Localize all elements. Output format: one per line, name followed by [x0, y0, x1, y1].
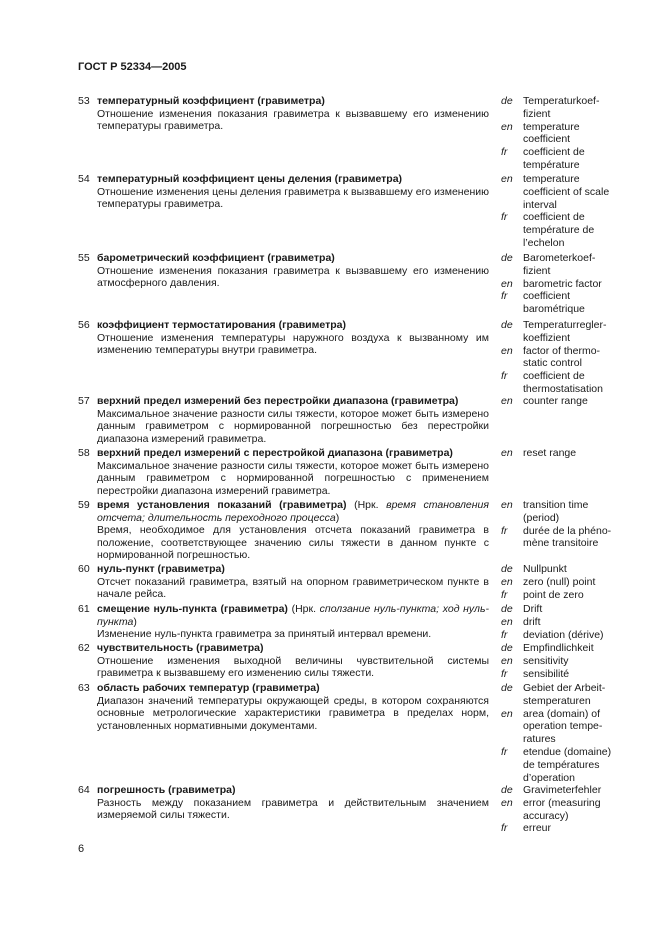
foreign-line — [501, 370, 631, 383]
term-name: температурный коэффициент (гравиметра) — [97, 95, 325, 107]
language-code: fr — [501, 524, 508, 537]
term-body — [97, 319, 489, 357]
language-code: en — [501, 173, 513, 185]
foreign-term: coefficient de — [523, 370, 585, 383]
foreign-line — [501, 733, 631, 746]
term-body — [97, 95, 489, 133]
foreign-line — [501, 224, 631, 237]
foreign-term: transition time — [523, 499, 589, 511]
language-code: de — [501, 319, 513, 331]
language-code: en — [501, 395, 513, 407]
foreign-line — [501, 525, 631, 538]
term-number: 58 — [78, 447, 90, 459]
foreign-line — [501, 746, 631, 759]
term-definition: Максимальное значение разности силы тяжести, которое может быть измерено данным гравиметром с нормированной погрешностью без перестройки диапазона измерений гравиметра. — [97, 407, 489, 445]
foreign-term: Temperaturkoef- — [523, 95, 600, 107]
foreign-line — [501, 211, 631, 224]
foreign-term: (period) — [523, 511, 560, 524]
foreign-line — [501, 121, 631, 134]
foreign-term: Drift — [523, 603, 543, 615]
language-code — [501, 512, 523, 525]
language-code: fr — [501, 822, 508, 835]
foreign-line — [501, 576, 631, 589]
foreign-line — [501, 616, 631, 629]
foreign-term: de températures — [523, 758, 600, 771]
foreign-line — [501, 199, 631, 212]
foreign-line — [501, 512, 631, 525]
foreign-equivalents — [501, 499, 631, 550]
foreign-term: Nullpunkt — [523, 563, 567, 575]
language-code — [501, 332, 523, 345]
foreign-line — [501, 537, 631, 550]
foreign-term: error (measuring — [523, 796, 601, 809]
language-code: en — [501, 615, 513, 628]
foreign-equivalents — [501, 319, 631, 396]
term-definition: Отношение изменения цены деления гравиметра к вызвавшему его изменению температуры гравиметра. — [97, 185, 489, 211]
foreign-term: thermostatisation — [523, 382, 603, 395]
term-heading — [97, 447, 489, 460]
language-code — [501, 133, 523, 146]
term-number: 62 — [78, 642, 90, 654]
foreign-line — [501, 303, 631, 316]
language-code — [501, 733, 523, 746]
term-definition: Максимальное значение разности силы тяжести, которое может быть измерено данным гравиметром с нормированной погрешностью с применением перестройки диапазона измерений гравиметра. — [97, 459, 489, 497]
foreign-equivalents — [501, 173, 631, 250]
document-header: ГОСТ Р 52334—2005 — [78, 61, 187, 73]
foreign-term: fizient — [523, 107, 551, 120]
term-heading — [97, 603, 489, 628]
term-heading — [97, 95, 489, 108]
foreign-term: koeffizient — [523, 331, 571, 344]
foreign-term: coefficient de — [523, 211, 585, 224]
term-heading — [97, 682, 489, 695]
foreign-term: deviation (dérive) — [523, 628, 604, 641]
language-code — [501, 357, 523, 370]
term-number: 63 — [78, 682, 90, 694]
term-body — [97, 642, 489, 680]
foreign-term: Gravimeterfehler — [523, 784, 602, 796]
foreign-equivalents — [501, 603, 631, 641]
foreign-term: area (domain) of — [523, 707, 601, 720]
term-body — [97, 395, 489, 445]
foreign-term: Temperaturregler- — [523, 319, 607, 331]
language-code — [501, 265, 523, 278]
language-code: fr — [501, 745, 508, 758]
term-name: область рабочих температур (гравиметра) — [97, 682, 320, 694]
language-code — [501, 237, 523, 250]
foreign-term: barométrique — [523, 303, 585, 316]
language-code: de — [501, 563, 513, 575]
language-code: de — [501, 603, 513, 615]
term-name: коэффициент термостатирования (гравиметра) — [97, 319, 346, 331]
foreign-line — [501, 655, 631, 668]
foreign-line — [501, 159, 631, 172]
foreign-equivalents — [501, 642, 631, 680]
foreign-term: coefficient — [523, 290, 571, 303]
term-heading — [97, 252, 489, 265]
foreign-line — [501, 332, 631, 345]
language-code: en — [501, 654, 513, 667]
language-code: fr — [501, 370, 508, 383]
foreign-line — [501, 173, 631, 186]
foreign-term: coefficient de — [523, 146, 585, 159]
foreign-line — [501, 319, 631, 332]
language-code — [501, 383, 523, 396]
foreign-term: interval — [523, 198, 557, 211]
term-body — [97, 173, 489, 211]
language-code: de — [501, 95, 513, 107]
term-heading — [97, 642, 489, 655]
foreign-term: durée de la phéno- — [523, 524, 612, 537]
language-code: de — [501, 784, 513, 796]
language-code — [501, 695, 523, 708]
foreign-term: mène transitoire — [523, 537, 599, 550]
term-heading — [97, 784, 489, 797]
language-code: de — [501, 682, 513, 694]
foreign-line — [501, 146, 631, 159]
language-code — [501, 537, 523, 550]
term-name: чувствительность (гравиметра) — [97, 642, 264, 654]
language-code: fr — [501, 588, 508, 601]
foreign-line — [501, 797, 631, 810]
foreign-term: counter range — [523, 395, 588, 407]
term-number: 60 — [78, 563, 90, 575]
language-code — [501, 199, 523, 212]
term-name: время установления показаний (гравиметра) — [97, 499, 347, 511]
language-code: de — [501, 642, 513, 654]
term-definition: Изменение нуль-пункта гравиметра за принятый интервал времени. — [97, 628, 432, 641]
term-definition: Отсчет показаний гравиметра, взятый на опорном гравиметрическом пункте в начале рейса. — [97, 575, 489, 601]
page-number: 6 — [78, 843, 85, 855]
language-code: en — [501, 796, 513, 809]
foreign-line — [501, 133, 631, 146]
foreign-line — [501, 447, 631, 460]
term-body — [97, 682, 489, 732]
language-code — [501, 810, 523, 823]
language-code: en — [501, 499, 513, 511]
language-code — [501, 108, 523, 121]
language-code: en — [501, 707, 513, 720]
foreign-line — [501, 822, 631, 835]
foreign-term: température — [523, 158, 580, 171]
term-heading — [97, 173, 489, 186]
language-code — [501, 224, 523, 237]
foreign-line — [501, 186, 631, 199]
term-definition: Диапазон значений температуры окружающей среды, в котором сохраняются основные метрологические характеристики гравиметра в пределах норм, установленных нормативными документами. — [97, 694, 489, 732]
foreign-term: Barometerkoef- — [523, 252, 596, 264]
language-code: fr — [501, 628, 508, 641]
foreign-term: point de zero — [523, 588, 584, 601]
foreign-line — [501, 810, 631, 823]
foreign-term: sensitivity — [523, 654, 569, 667]
foreign-term: reset range — [523, 447, 577, 459]
term-definition: Отношение изменения показания гравиметра к вызвавшему его изменению температуры гравиметра. — [97, 107, 489, 133]
foreign-term: ratures — [523, 733, 556, 746]
term-body — [97, 784, 489, 822]
term-name: смещение нуль-пункта (гравиметра) — [97, 603, 288, 615]
term-body — [97, 563, 489, 601]
foreign-term: d’operation — [523, 771, 575, 784]
term-name: нуль-пункт (гравиметра) — [97, 563, 225, 575]
foreign-line — [501, 95, 631, 108]
foreign-line — [501, 265, 631, 278]
foreign-line — [501, 563, 631, 576]
term-number: 54 — [78, 173, 90, 185]
foreign-equivalents — [501, 784, 631, 835]
language-code: en — [501, 575, 513, 588]
term-number: 61 — [78, 603, 90, 615]
foreign-line — [501, 784, 631, 797]
foreign-line — [501, 772, 631, 785]
foreign-line — [501, 345, 631, 358]
term-number: 59 — [78, 499, 90, 511]
foreign-line — [501, 589, 631, 602]
foreign-term: temperature — [523, 173, 580, 185]
foreign-line — [501, 629, 631, 642]
language-code: en — [501, 344, 513, 357]
term-definition: Время, необходимое для установления отсчета показаний гравиметра в положение, соответствующее значению силы тяжести в данном пункте с нормированной погрешностью. — [97, 524, 489, 562]
foreign-line — [501, 290, 631, 303]
term-number: 55 — [78, 252, 90, 264]
foreign-term: coefficient of scale — [523, 185, 610, 198]
foreign-term: etendue (domaine) — [523, 745, 612, 758]
language-code — [501, 186, 523, 199]
term-number: 53 — [78, 95, 90, 107]
foreign-line — [501, 695, 631, 708]
term-nonrecommended: (Нрк. сползание нуль-пункта; ход нуль-пункта) — [97, 603, 490, 628]
term-heading — [97, 499, 489, 524]
foreign-equivalents — [501, 563, 631, 601]
language-code — [501, 772, 523, 785]
language-code — [501, 303, 523, 316]
term-number: 56 — [78, 319, 90, 331]
term-definition: Отношение изменения показания гравиметра к вызвавшему его изменению атмосферного давления. — [97, 264, 489, 290]
foreign-term: static control — [523, 357, 582, 370]
foreign-term: zero (null) point — [523, 575, 596, 588]
term-definition: Разность между показанием гравиметра и действительным значением измеряемой силы тяжести. — [97, 796, 489, 822]
language-code: en — [501, 277, 513, 290]
foreign-line — [501, 708, 631, 721]
foreign-equivalents — [501, 447, 631, 460]
foreign-line — [501, 252, 631, 265]
foreign-line — [501, 759, 631, 772]
foreign-term: fizient — [523, 264, 551, 277]
foreign-line — [501, 237, 631, 250]
term-heading — [97, 395, 489, 408]
foreign-term: accuracy) — [523, 809, 569, 822]
foreign-term: drift — [523, 615, 541, 628]
foreign-line — [501, 108, 631, 121]
foreign-term: coefficient — [523, 133, 571, 146]
foreign-line — [501, 668, 631, 681]
foreign-line — [501, 682, 631, 695]
foreign-term: factor of thermo- — [523, 344, 601, 357]
language-code: en — [501, 447, 513, 459]
foreign-line — [501, 499, 631, 512]
foreign-line — [501, 395, 631, 408]
language-code — [501, 720, 523, 733]
term-nonrecommended: (Нрк. время становления отсчета; длительность переходного процесса) — [97, 499, 489, 524]
foreign-equivalents — [501, 252, 631, 316]
term-body — [97, 499, 489, 562]
language-code: de — [501, 252, 513, 264]
term-number: 64 — [78, 784, 90, 796]
foreign-term: sensibilité — [523, 667, 570, 680]
foreign-line — [501, 603, 631, 616]
term-body — [97, 603, 489, 641]
language-code — [501, 759, 523, 772]
foreign-term: l’echelon — [523, 236, 565, 249]
foreign-line — [501, 383, 631, 396]
foreign-equivalents — [501, 95, 631, 172]
foreign-equivalents — [501, 395, 631, 408]
language-code: en — [501, 120, 513, 133]
foreign-term: barometric factor — [523, 277, 602, 290]
language-code: fr — [501, 290, 508, 303]
term-number: 57 — [78, 395, 90, 407]
foreign-term: operation tempe- — [523, 720, 603, 733]
term-body — [97, 447, 489, 497]
foreign-term: Empfindlichkeit — [523, 642, 594, 654]
term-name: барометрический коэффициент (гравиметра) — [97, 252, 335, 264]
term-definition: Отношение изменения выходной величины чувствительной системы гравиметра к вызвавшему его изменению силы тяжести. — [97, 654, 489, 680]
foreign-equivalents — [501, 682, 631, 784]
language-code — [501, 159, 523, 172]
term-body — [97, 252, 489, 290]
language-code: fr — [501, 146, 508, 159]
foreign-line — [501, 357, 631, 370]
term-definition: Отношение изменения температуры наружного воздуха к вызванному им изменению температуры внутри гравиметра. — [97, 331, 489, 357]
foreign-term: Gebiet der Arbeit- — [523, 682, 606, 694]
term-name: погрешность (гравиметра) — [97, 784, 236, 796]
foreign-term: erreur — [523, 822, 552, 835]
language-code: fr — [501, 667, 508, 680]
term-name: верхний предел измерений с перестройкой диапазона (гравиметра) — [97, 447, 453, 459]
foreign-line — [501, 720, 631, 733]
term-heading — [97, 563, 489, 576]
foreign-line — [501, 278, 631, 291]
foreign-term: stemperaturen — [523, 694, 591, 707]
language-code: fr — [501, 211, 508, 224]
term-name: температурный коэффициент цены деления (гравиметра) — [97, 173, 403, 185]
foreign-line — [501, 642, 631, 655]
term-heading — [97, 319, 489, 332]
foreign-term: temperature — [523, 120, 580, 133]
term-name: верхний предел измерений без перестройки диапазона (гравиметра) — [97, 395, 459, 407]
foreign-term: température de — [523, 224, 595, 237]
